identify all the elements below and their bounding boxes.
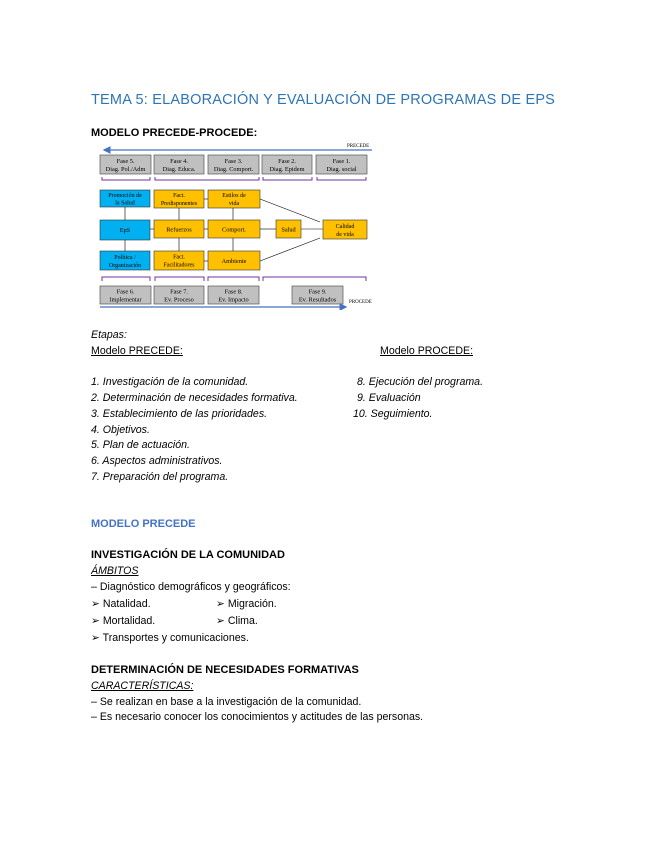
bottom-phase-9-l1: Fase 9. (308, 288, 327, 296)
factor-box-refuerzos-l1: Refuerzos (166, 226, 192, 234)
blue-box-eps-l1: EpS (119, 227, 131, 234)
top-phase-5 (316, 155, 367, 174)
top-phase-5-l2: Diag. social (326, 166, 357, 173)
etapas-label: Etapas: (91, 329, 127, 341)
page-title: TEMA 5: ELABORACIÓN Y EVALUACIÓN DE PROGRAMAS DE EPS (91, 92, 556, 108)
bottom-phase-8-l1: Fase 8. (224, 288, 243, 296)
model-heading: MODELO PRECEDE-PROCEDE: (91, 127, 258, 139)
salud-box-label: Salud (281, 226, 296, 234)
investigacion-heading: INVESTIGACIÓN DE LA COMUNIDAD (91, 549, 285, 561)
precede-step-3: 3. Establecimiento de las prioridades. (91, 408, 268, 420)
precede-list-title: Modelo PRECEDE: (91, 345, 183, 357)
bottom-phase-7 (154, 286, 204, 304)
procede-step-10: 10. Seguimiento. (353, 408, 433, 420)
blue-box-politica (100, 251, 150, 270)
factor-box-facilitadores-l2: Facilitadores (163, 262, 195, 269)
top-phase-1-l1: Fase 5. (116, 158, 135, 165)
blue-box-eps (100, 220, 150, 240)
precede-step-1: 1. Investigación de la comunidad. (91, 376, 249, 388)
factor-box-refuerzos (154, 220, 204, 238)
precede-step-4: 4. Objetivos. (91, 424, 150, 436)
calidad-box-l2: de vida (336, 232, 354, 238)
factor-box-predisponentes-l1: Fact. (173, 193, 185, 199)
modelo-precede-heading: MODELO PRECEDE (91, 518, 196, 530)
precede-step-6: 6. Aspectos administrativos. (91, 455, 223, 467)
bottom-phase-7-l2: Ev. Proceso (164, 296, 194, 304)
bottom-phase-6-l2: Implementar (109, 296, 142, 304)
determinacion-line-2: – Es necesario conocer los conocimientos y actitudes de las personas. (91, 711, 424, 723)
bottom-phase-8 (208, 286, 259, 304)
blue-box-politica-l2: Organización (108, 263, 142, 269)
top-phase-3-l2: Diag. Comport. (213, 166, 254, 173)
top-phase-3 (208, 155, 259, 174)
precede-step-7: 7. Preparación del programa. (91, 471, 229, 483)
top-phase-2-l1: Fase 4. (170, 158, 188, 165)
factor-box-facilitadores-l1: Fact. (173, 254, 185, 261)
behaviour-box-comport (208, 220, 260, 238)
top-phase-5-l1: Fase 1. (332, 158, 351, 165)
bottom-phase-9 (292, 286, 343, 304)
precede-step-2: 2. Determinación de necesidades formativa. (91, 392, 298, 404)
top-phase-4 (262, 155, 312, 174)
precede-label: PRECEDE (347, 144, 370, 149)
determinacion-heading: DETERMINACIÓN DE NECESIDADES FORMATIVAS (91, 664, 359, 676)
behaviour-box-estilos-l1: Estilos de (222, 193, 246, 199)
ambitos-label: ÁMBITOS (91, 565, 139, 577)
bottom-phase-6 (100, 286, 151, 304)
item-natalidad: ➢ Natalidad. (91, 598, 151, 610)
item-transportes: ➢ Transportes y comunicaciones. (91, 632, 249, 644)
bottom-phase-7-l1: Fase 7. (170, 288, 188, 296)
caracteristicas-label: CARACTERÍSTICAS: (91, 680, 194, 692)
factor-box-predisponentes-l2: Predisponentes (160, 201, 198, 207)
factor-box-predisponentes (154, 190, 204, 208)
top-phase-2 (154, 155, 204, 174)
precede-procede-diagram (98, 140, 374, 310)
precede-step-5: 5. Plan de actuación. (91, 439, 190, 451)
factor-box-facilitadores (154, 251, 204, 270)
diag-line: – Diagnóstico demográficos y geográficos: (91, 581, 291, 593)
top-brackets (102, 177, 366, 180)
procede-list-title: Modelo PROCEDE: (380, 345, 474, 357)
procede-step-8: 8. Ejecución del programa. (357, 376, 484, 388)
blue-box-promocion-l2: la Salud (115, 200, 135, 207)
item-mortalidad: ➢ Mortalidad. (91, 615, 156, 627)
bottom-phase-8-l2: Ev. Impacto (218, 296, 249, 304)
salud-box (276, 220, 301, 238)
blue-box-promocion (100, 190, 150, 207)
behaviour-box-ambiente (208, 251, 260, 270)
determinacion-line-1: – Se realizan en base a la investigación de la comunidad. (91, 696, 362, 708)
behaviour-box-estilos-l2: vida (228, 201, 240, 207)
top-phase-1-l2: Diag. Pol./Adm (105, 166, 146, 173)
procede-step-9: 9. Evaluación (357, 392, 421, 404)
item-migracion: ➢ Migración. (216, 598, 277, 610)
top-phase-2-l2: Diag. Educa. (162, 166, 196, 173)
calidad-box (323, 220, 367, 239)
blue-box-politica-l1: Política / (114, 255, 136, 261)
behaviour-box-ambiente-l1: Ambiente (221, 258, 247, 265)
top-phase-4-l2: Diag. Epidem (269, 166, 305, 173)
blue-box-promocion-l1: Promoción de (108, 193, 142, 199)
bottom-phase-9-l2: Ev. Resultados (298, 296, 337, 304)
behaviour-box-comport-l1: Comport. (222, 226, 246, 234)
bottom-brackets (102, 277, 366, 281)
top-phase-1 (100, 155, 151, 174)
calidad-box-l1: Calidad (335, 224, 355, 230)
top-phase-4-l1: Fase 2. (278, 158, 296, 165)
top-phase-3-l1: Fase 3. (224, 158, 243, 165)
item-clima: ➢ Clima. (216, 615, 258, 627)
bottom-phase-6-l1: Fase 6. (116, 288, 135, 296)
procede-label: PROCEDE (349, 300, 372, 305)
behaviour-box-estilos (208, 190, 260, 208)
